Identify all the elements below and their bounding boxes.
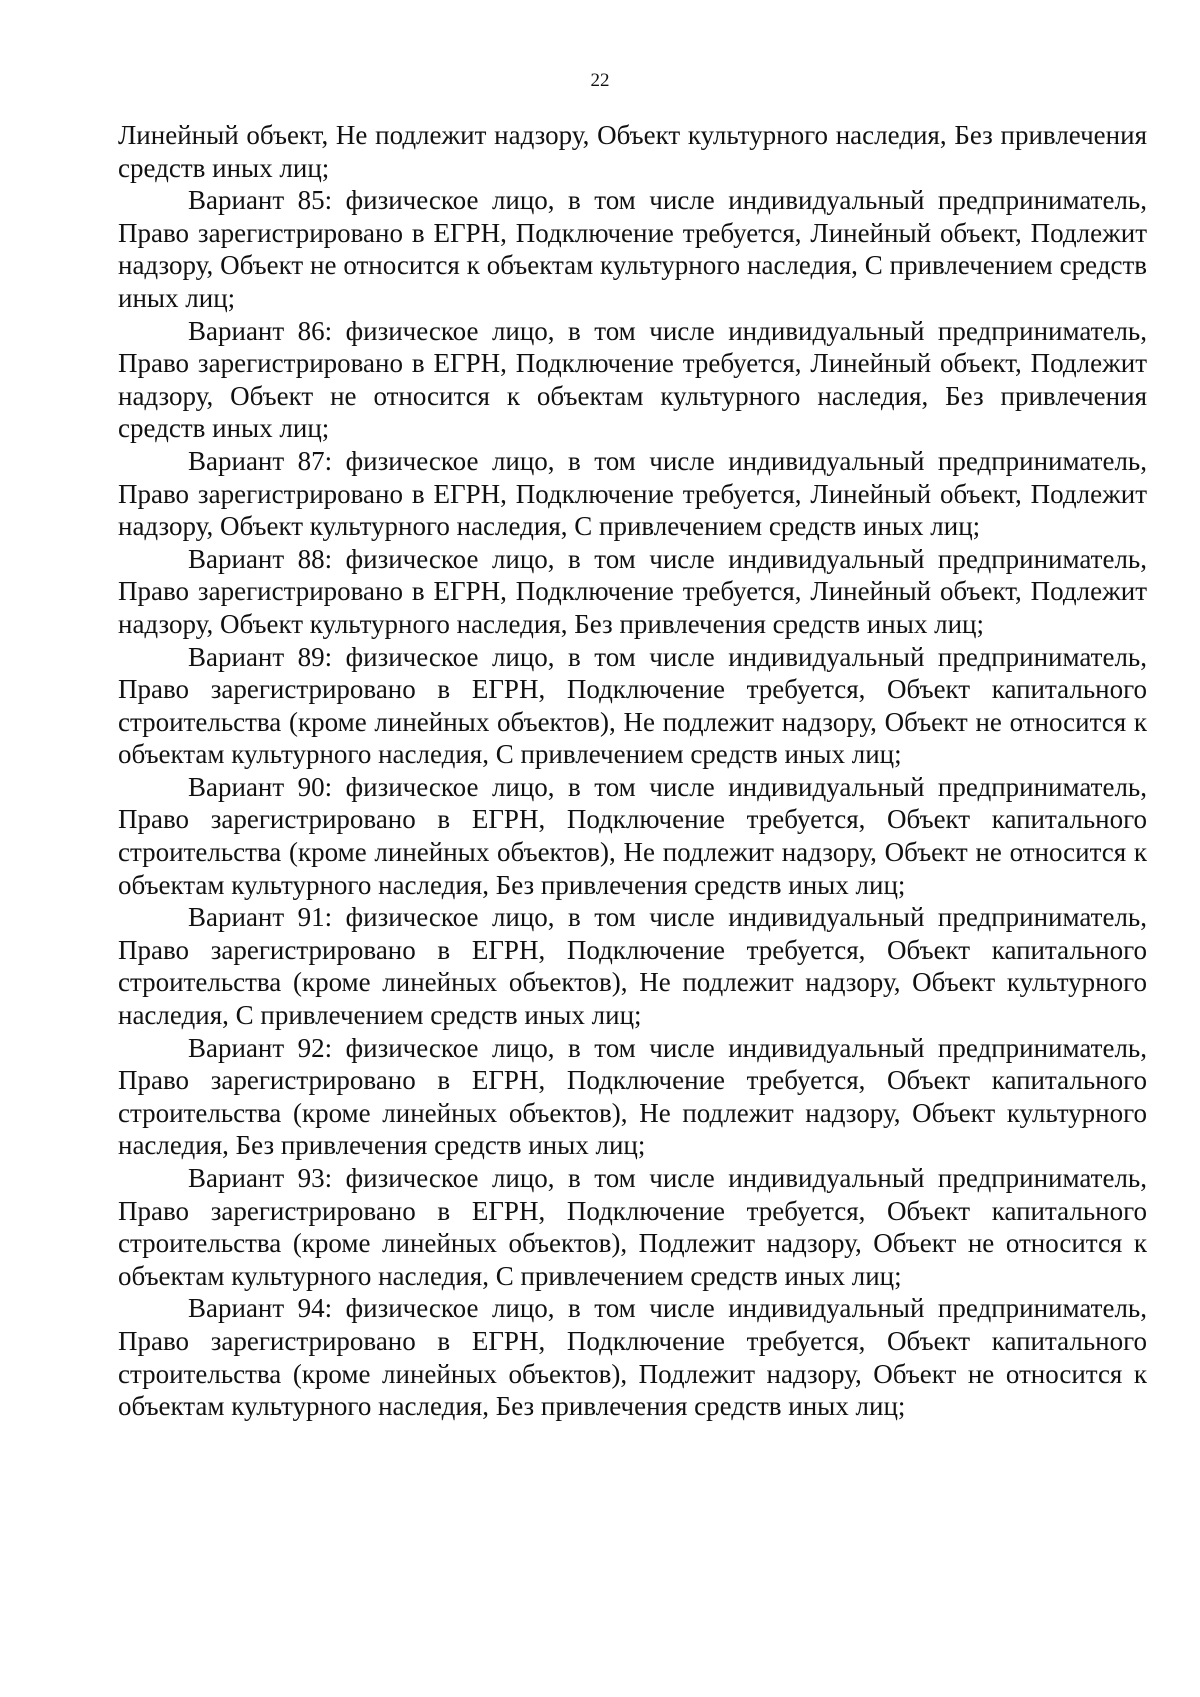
variant-paragraph: Вариант 92: физическое лицо, в том числе индивидуальный предприниматель, Право зарегистрировано в ЕГРН, Подключение требуется, Объект капитального строительства (кроме линейных объектов), Не подлежит надзору, Объект культурного наследия, Без привлечения средств иных лиц; [118,1032,1147,1161]
variant-paragraph: Вариант 89: физическое лицо, в том числе индивидуальный предприниматель, Право зарегистрировано в ЕГРН, Подключение требуется, Объект капитального строительства (кроме линейных объектов), Не подлежит надзору, Объект не относится к объектам культурного наследия, С привлечением средств иных лиц; [118,641,1147,770]
variant-paragraph: Вариант 91: физическое лицо, в том числе индивидуальный предприниматель, Право зарегистрировано в ЕГРН, Подключение требуется, Объект капитального строительства (кроме линейных объектов), Не подлежит надзору, Объект культурного наследия, С привлечением средств иных лиц; [118,902,1147,1031]
variant-paragraph: Вариант 88: физическое лицо, в том числе индивидуальный предприниматель, Право зарегистрировано в ЕГРН, Подключение требуется, Линейный объект, Подлежит надзору, Объект культурного наследия, Без привлечения средств иных лиц; [118,543,1147,639]
document-body [118,119,1147,1423]
variant-paragraph: Вариант 94: физическое лицо, в том числе индивидуальный предприниматель, Право зарегистрировано в ЕГРН, Подключение требуется, Объект капитального строительства (кроме линейных объектов), Подлежит надзору, Объект не относится к объектам культурного наследия, Без привлечения средств иных лиц; [118,1293,1147,1422]
continued-paragraph: Линейный объект, Не подлежит надзору, Объект культурного наследия, Без привлечения средств иных лиц; [118,120,1147,183]
variant-paragraph: Вариант 93: физическое лицо, в том числе индивидуальный предприниматель, Право зарегистрировано в ЕГРН, Подключение требуется, Объект капитального строительства (кроме линейных объектов), Подлежит надзору, Объект не относится к объектам культурного наследия, С привлечением средств иных лиц; [118,1163,1147,1291]
variant-paragraph: Вариант 85: физическое лицо, в том числе индивидуальный предприниматель, Право зарегистрировано в ЕГРН, Подключение требуется, Линейный объект, Подлежит надзору, Объект не относится к объектам культурного наследия, С привлечением средств иных лиц; [118,185,1147,313]
variant-paragraph: Вариант 87: физическое лицо, в том числе индивидуальный предприниматель, Право зарегистрировано в ЕГРН, Подключение требуется, Линейный объект, Подлежит надзору, Объект культурного наследия, С привлечением средств иных лиц; [118,445,1147,542]
variant-paragraph: Вариант 86: физическое лицо, в том числе индивидуальный предприниматель, Право зарегистрировано в ЕГРН, Подключение требуется, Линейный объект, Подлежит надзору, Объект не относится к объектам культурного наследия, Без привлечения средств иных лиц; [118,315,1147,444]
page-number: 22 [590,70,610,91]
variant-paragraph: Вариант 90: физическое лицо, в том числе индивидуальный предприниматель, Право зарегистрировано в ЕГРН, Подключение требуется, Объект капитального строительства (кроме линейных объектов), Не подлежит надзору, Объект не относится к объектам культурного наследия, Без привлечения средств иных лиц; [118,771,1147,900]
